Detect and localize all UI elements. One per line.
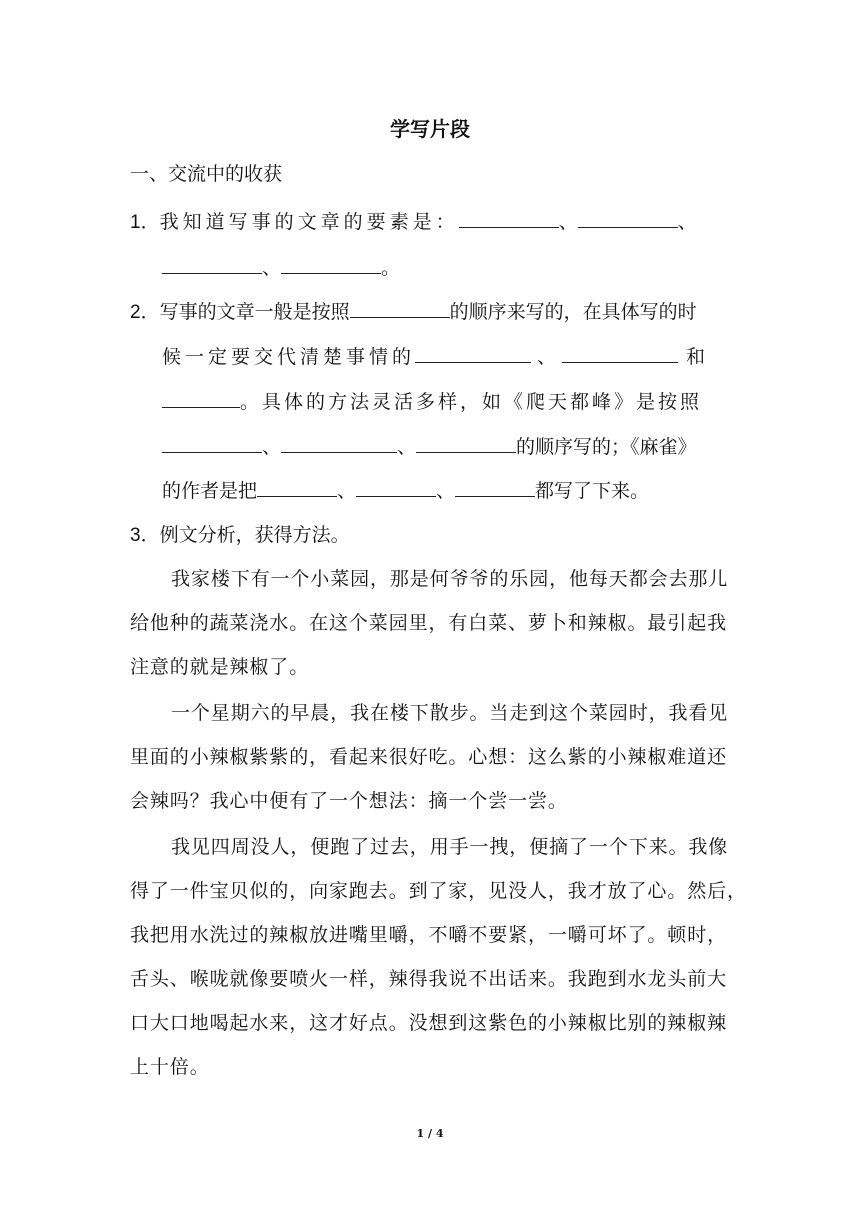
question-number: 2． [130,302,160,323]
essay-line: 我把用水洗过的辣椒放进嘴里嚼，不嚼不要紧，一嚼可坏了。顿时， [130,924,728,946]
question-2-line-1 [130,298,697,327]
question-1-line-2 [162,254,400,282]
answer-blank[interactable] [578,208,678,228]
question-number: 1． [130,212,160,233]
question-text: 都写了下来。 [535,480,650,502]
separator: 、 [262,257,282,279]
answer-blank[interactable] [162,254,262,274]
question-text: 的顺序来写的，在具体写的时 [449,301,697,323]
page-number: 1 / 4 [416,1127,444,1140]
question-2-line-5 [162,477,649,505]
answer-blank[interactable] [459,208,559,228]
question-text: 写事的文章一般是按照 [159,301,350,323]
separator: 、 [677,211,697,233]
question-3 [130,521,350,550]
answer-blank[interactable] [281,254,381,274]
question-text: 的作者是把 [162,480,258,502]
answer-blank[interactable] [455,477,535,497]
essay-line: 得了一件宝贝似的，向家跑去。到了家，见没人，我才放了心。然后， [130,880,747,902]
essay-line: 会辣吗？我心中便有了一个想法：摘一个尝一尝。 [130,790,568,812]
question-text: 。具体的方法灵活多样，如《爬天都峰》是按照 [240,391,703,413]
essay-line: 我家楼下有一个小菜园，那是何爷爷的乐园，他每天都会去那儿 [171,568,729,590]
essay-line: 里面的小辣椒紫紫的，看起来很好吃。心想：这么紫的小辣椒难道还 [130,746,728,768]
answer-blank[interactable] [350,298,450,318]
question-number: 3． [130,525,160,546]
separator: 、 [397,436,417,458]
question-2-line-4 [162,433,697,461]
question-text: 我知道写事的文章的要素是： [159,211,459,233]
answer-blank[interactable] [257,477,337,497]
separator: 、 [337,480,357,502]
separator: 、 [262,436,282,458]
question-text: 候一定要交代清楚事情的 [162,346,416,368]
separator: 、 [558,211,578,233]
essay-line: 舌头、喉咙就像要喷火一样，辣得我说不出话来。我跑到水龙头前大 [130,968,728,990]
answer-blank[interactable] [162,433,262,453]
question-text: 例文分析，获得方法。 [159,524,350,546]
page-title: 学写片段 [390,117,470,141]
answer-blank[interactable] [416,433,516,453]
separator: 、 [537,346,557,368]
essay-line: 一个星期六的早晨，我在楼下散步。当走到这个菜园时，我看见 [171,702,729,724]
section-heading: 一、交流中的收获 [130,163,283,185]
answer-blank[interactable] [356,477,436,497]
essay-line: 我见四周没人，便跑了过去，用手一拽，便摘了一个下来。我像 [171,836,729,858]
essay-line: 给他种的蔬菜浇水。在这个菜园里，有白菜、萝卜和辣椒。最引起我 [130,612,728,634]
question-1-line-1 [130,208,697,237]
essay-line: 口大口地喝起水来，这才好点。没想到这紫色的小辣椒比别的辣椒辣 [130,1012,728,1034]
question-text: 和 [686,346,706,368]
question-2-line-2 [162,343,705,371]
answer-blank[interactable] [562,343,678,363]
separator: 。 [381,257,401,279]
essay-line: 注意的就是辣椒了。 [130,656,310,678]
answer-blank[interactable] [415,343,531,363]
separator: 、 [436,480,456,502]
answer-blank[interactable] [281,433,397,453]
question-2-line-3 [162,388,702,416]
answer-blank[interactable] [162,388,240,408]
essay-line: 上十倍。 [130,1056,210,1078]
question-text: 的顺序写的；《麻雀》 [516,436,697,458]
